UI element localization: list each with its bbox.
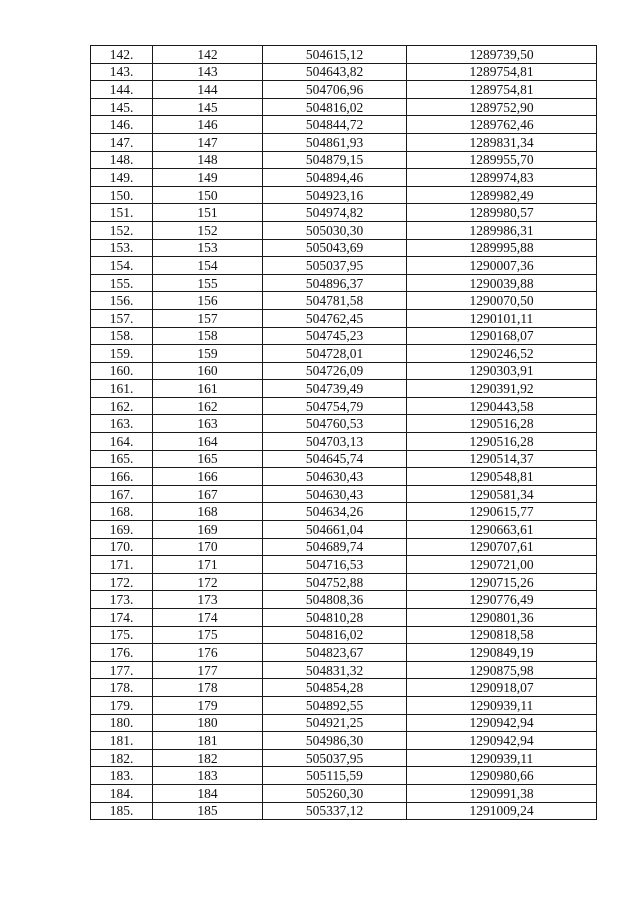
y-coordinate-cell: 1290615,77 bbox=[407, 503, 597, 521]
table-row bbox=[91, 538, 597, 556]
point-number-cell: 164 bbox=[153, 433, 263, 451]
row-index-cell: 151. bbox=[91, 204, 153, 222]
point-number-cell: 181 bbox=[153, 732, 263, 750]
table-row bbox=[91, 468, 597, 486]
point-number-cell: 179 bbox=[153, 696, 263, 714]
x-coordinate-cell: 504844,72 bbox=[263, 116, 407, 134]
table-row bbox=[91, 63, 597, 81]
row-index-cell: 176. bbox=[91, 644, 153, 662]
x-coordinate-cell: 504861,93 bbox=[263, 133, 407, 151]
x-coordinate-cell: 504879,15 bbox=[263, 151, 407, 169]
x-coordinate-cell: 504831,32 bbox=[263, 661, 407, 679]
y-coordinate-cell: 1290942,94 bbox=[407, 714, 597, 732]
table-row bbox=[91, 133, 597, 151]
y-coordinate-cell: 1290849,19 bbox=[407, 644, 597, 662]
table-row bbox=[91, 46, 597, 64]
point-number-cell: 150 bbox=[153, 186, 263, 204]
y-coordinate-cell: 1290514,37 bbox=[407, 450, 597, 468]
point-number-cell: 154 bbox=[153, 257, 263, 275]
y-coordinate-cell: 1290942,94 bbox=[407, 732, 597, 750]
point-number-cell: 172 bbox=[153, 573, 263, 591]
x-coordinate-cell: 504762,45 bbox=[263, 309, 407, 327]
row-index-cell: 167. bbox=[91, 485, 153, 503]
table-row bbox=[91, 169, 597, 187]
point-number-cell: 149 bbox=[153, 169, 263, 187]
y-coordinate-cell: 1289754,81 bbox=[407, 81, 597, 99]
x-coordinate-cell: 505260,30 bbox=[263, 784, 407, 802]
point-number-cell: 166 bbox=[153, 468, 263, 486]
table-row bbox=[91, 186, 597, 204]
table-row bbox=[91, 151, 597, 169]
row-index-cell: 168. bbox=[91, 503, 153, 521]
table-row bbox=[91, 784, 597, 802]
point-number-cell: 147 bbox=[153, 133, 263, 151]
x-coordinate-cell: 504645,74 bbox=[263, 450, 407, 468]
table-row bbox=[91, 521, 597, 539]
x-coordinate-cell: 504739,49 bbox=[263, 380, 407, 398]
x-coordinate-cell: 505037,95 bbox=[263, 257, 407, 275]
row-index-cell: 142. bbox=[91, 46, 153, 64]
x-coordinate-cell: 505030,30 bbox=[263, 221, 407, 239]
row-index-cell: 184. bbox=[91, 784, 153, 802]
y-coordinate-cell: 1290168,07 bbox=[407, 327, 597, 345]
point-number-cell: 146 bbox=[153, 116, 263, 134]
point-number-cell: 184 bbox=[153, 784, 263, 802]
table-row bbox=[91, 503, 597, 521]
x-coordinate-cell: 504745,23 bbox=[263, 327, 407, 345]
y-coordinate-cell: 1290548,81 bbox=[407, 468, 597, 486]
table-row bbox=[91, 397, 597, 415]
y-coordinate-cell: 1290980,66 bbox=[407, 767, 597, 785]
point-number-cell: 143 bbox=[153, 63, 263, 81]
table-row bbox=[91, 450, 597, 468]
table-row bbox=[91, 749, 597, 767]
point-number-cell: 144 bbox=[153, 81, 263, 99]
point-number-cell: 182 bbox=[153, 749, 263, 767]
point-number-cell: 162 bbox=[153, 397, 263, 415]
x-coordinate-cell: 504703,13 bbox=[263, 433, 407, 451]
y-coordinate-cell: 1290101,11 bbox=[407, 309, 597, 327]
x-coordinate-cell: 505115,59 bbox=[263, 767, 407, 785]
x-coordinate-cell: 504634,26 bbox=[263, 503, 407, 521]
x-coordinate-cell: 505337,12 bbox=[263, 802, 407, 820]
coordinates-table bbox=[90, 45, 597, 820]
x-coordinate-cell: 504816,02 bbox=[263, 626, 407, 644]
x-coordinate-cell: 505037,95 bbox=[263, 749, 407, 767]
table-row bbox=[91, 327, 597, 345]
x-coordinate-cell: 504706,96 bbox=[263, 81, 407, 99]
y-coordinate-cell: 1290516,28 bbox=[407, 433, 597, 451]
row-index-cell: 178. bbox=[91, 679, 153, 697]
x-coordinate-cell: 504760,53 bbox=[263, 415, 407, 433]
y-coordinate-cell: 1290039,88 bbox=[407, 274, 597, 292]
row-index-cell: 180. bbox=[91, 714, 153, 732]
y-coordinate-cell: 1289995,88 bbox=[407, 239, 597, 257]
point-number-cell: 161 bbox=[153, 380, 263, 398]
y-coordinate-cell: 1289831,34 bbox=[407, 133, 597, 151]
y-coordinate-cell: 1289980,57 bbox=[407, 204, 597, 222]
y-coordinate-cell: 1289754,81 bbox=[407, 63, 597, 81]
point-number-cell: 158 bbox=[153, 327, 263, 345]
table-row bbox=[91, 732, 597, 750]
table-row bbox=[91, 415, 597, 433]
x-coordinate-cell: 504974,82 bbox=[263, 204, 407, 222]
y-coordinate-cell: 1289752,90 bbox=[407, 98, 597, 116]
x-coordinate-cell: 505043,69 bbox=[263, 239, 407, 257]
y-coordinate-cell: 1289974,83 bbox=[407, 169, 597, 187]
point-number-cell: 167 bbox=[153, 485, 263, 503]
row-index-cell: 161. bbox=[91, 380, 153, 398]
table-row bbox=[91, 573, 597, 591]
y-coordinate-cell: 1290721,00 bbox=[407, 556, 597, 574]
point-number-cell: 175 bbox=[153, 626, 263, 644]
row-index-cell: 166. bbox=[91, 468, 153, 486]
point-number-cell: 156 bbox=[153, 292, 263, 310]
row-index-cell: 150. bbox=[91, 186, 153, 204]
table-row bbox=[91, 116, 597, 134]
row-index-cell: 182. bbox=[91, 749, 153, 767]
row-index-cell: 159. bbox=[91, 345, 153, 363]
point-number-cell: 177 bbox=[153, 661, 263, 679]
point-number-cell: 169 bbox=[153, 521, 263, 539]
x-coordinate-cell: 504823,67 bbox=[263, 644, 407, 662]
table-row bbox=[91, 802, 597, 820]
row-index-cell: 154. bbox=[91, 257, 153, 275]
table-row bbox=[91, 345, 597, 363]
y-coordinate-cell: 1290991,38 bbox=[407, 784, 597, 802]
y-coordinate-cell: 1290707,61 bbox=[407, 538, 597, 556]
row-index-cell: 158. bbox=[91, 327, 153, 345]
table-row bbox=[91, 221, 597, 239]
point-number-cell: 142 bbox=[153, 46, 263, 64]
y-coordinate-cell: 1290516,28 bbox=[407, 415, 597, 433]
row-index-cell: 172. bbox=[91, 573, 153, 591]
row-index-cell: 164. bbox=[91, 433, 153, 451]
point-number-cell: 183 bbox=[153, 767, 263, 785]
row-index-cell: 185. bbox=[91, 802, 153, 820]
table-row bbox=[91, 626, 597, 644]
row-index-cell: 145. bbox=[91, 98, 153, 116]
point-number-cell: 153 bbox=[153, 239, 263, 257]
row-index-cell: 144. bbox=[91, 81, 153, 99]
y-coordinate-cell: 1290939,11 bbox=[407, 749, 597, 767]
x-coordinate-cell: 504810,28 bbox=[263, 609, 407, 627]
table-row bbox=[91, 204, 597, 222]
point-number-cell: 157 bbox=[153, 309, 263, 327]
y-coordinate-cell: 1290875,98 bbox=[407, 661, 597, 679]
y-coordinate-cell: 1290715,26 bbox=[407, 573, 597, 591]
row-index-cell: 147. bbox=[91, 133, 153, 151]
table-row bbox=[91, 257, 597, 275]
point-number-cell: 176 bbox=[153, 644, 263, 662]
row-index-cell: 175. bbox=[91, 626, 153, 644]
row-index-cell: 177. bbox=[91, 661, 153, 679]
x-coordinate-cell: 504894,46 bbox=[263, 169, 407, 187]
table-row bbox=[91, 609, 597, 627]
point-number-cell: 165 bbox=[153, 450, 263, 468]
y-coordinate-cell: 1290818,58 bbox=[407, 626, 597, 644]
point-number-cell: 160 bbox=[153, 362, 263, 380]
table-row bbox=[91, 362, 597, 380]
table-row bbox=[91, 98, 597, 116]
point-number-cell: 155 bbox=[153, 274, 263, 292]
row-index-cell: 160. bbox=[91, 362, 153, 380]
y-coordinate-cell: 1290939,11 bbox=[407, 696, 597, 714]
table-row bbox=[91, 81, 597, 99]
x-coordinate-cell: 504892,55 bbox=[263, 696, 407, 714]
y-coordinate-cell: 1289986,31 bbox=[407, 221, 597, 239]
point-number-cell: 174 bbox=[153, 609, 263, 627]
row-index-cell: 163. bbox=[91, 415, 153, 433]
x-coordinate-cell: 504808,36 bbox=[263, 591, 407, 609]
table-row bbox=[91, 380, 597, 398]
y-coordinate-cell: 1290070,50 bbox=[407, 292, 597, 310]
y-coordinate-cell: 1290007,36 bbox=[407, 257, 597, 275]
row-index-cell: 155. bbox=[91, 274, 153, 292]
y-coordinate-cell: 1289739,50 bbox=[407, 46, 597, 64]
point-number-cell: 171 bbox=[153, 556, 263, 574]
point-number-cell: 152 bbox=[153, 221, 263, 239]
row-index-cell: 174. bbox=[91, 609, 153, 627]
table-row bbox=[91, 309, 597, 327]
point-number-cell: 178 bbox=[153, 679, 263, 697]
coordinates-table-body bbox=[91, 46, 597, 820]
x-coordinate-cell: 504630,43 bbox=[263, 468, 407, 486]
row-index-cell: 148. bbox=[91, 151, 153, 169]
row-index-cell: 149. bbox=[91, 169, 153, 187]
y-coordinate-cell: 1290581,34 bbox=[407, 485, 597, 503]
x-coordinate-cell: 504754,79 bbox=[263, 397, 407, 415]
row-index-cell: 179. bbox=[91, 696, 153, 714]
y-coordinate-cell: 1289982,49 bbox=[407, 186, 597, 204]
row-index-cell: 165. bbox=[91, 450, 153, 468]
table-row bbox=[91, 433, 597, 451]
row-index-cell: 152. bbox=[91, 221, 153, 239]
x-coordinate-cell: 504661,04 bbox=[263, 521, 407, 539]
table-row bbox=[91, 274, 597, 292]
x-coordinate-cell: 504781,58 bbox=[263, 292, 407, 310]
row-index-cell: 146. bbox=[91, 116, 153, 134]
row-index-cell: 169. bbox=[91, 521, 153, 539]
y-coordinate-cell: 1290801,36 bbox=[407, 609, 597, 627]
point-number-cell: 185 bbox=[153, 802, 263, 820]
row-index-cell: 156. bbox=[91, 292, 153, 310]
table-row bbox=[91, 239, 597, 257]
row-index-cell: 143. bbox=[91, 63, 153, 81]
x-coordinate-cell: 504630,43 bbox=[263, 485, 407, 503]
x-coordinate-cell: 504752,88 bbox=[263, 573, 407, 591]
y-coordinate-cell: 1290776,49 bbox=[407, 591, 597, 609]
y-coordinate-cell: 1290391,92 bbox=[407, 380, 597, 398]
x-coordinate-cell: 504716,53 bbox=[263, 556, 407, 574]
row-index-cell: 171. bbox=[91, 556, 153, 574]
row-index-cell: 181. bbox=[91, 732, 153, 750]
table-row bbox=[91, 485, 597, 503]
y-coordinate-cell: 1290303,91 bbox=[407, 362, 597, 380]
point-number-cell: 148 bbox=[153, 151, 263, 169]
y-coordinate-cell: 1289762,46 bbox=[407, 116, 597, 134]
point-number-cell: 173 bbox=[153, 591, 263, 609]
table-row bbox=[91, 661, 597, 679]
row-index-cell: 170. bbox=[91, 538, 153, 556]
table-row bbox=[91, 644, 597, 662]
x-coordinate-cell: 504643,82 bbox=[263, 63, 407, 81]
y-coordinate-cell: 1291009,24 bbox=[407, 802, 597, 820]
x-coordinate-cell: 504728,01 bbox=[263, 345, 407, 363]
row-index-cell: 173. bbox=[91, 591, 153, 609]
table-row bbox=[91, 556, 597, 574]
row-index-cell: 157. bbox=[91, 309, 153, 327]
y-coordinate-cell: 1290443,58 bbox=[407, 397, 597, 415]
x-coordinate-cell: 504854,28 bbox=[263, 679, 407, 697]
x-coordinate-cell: 504986,30 bbox=[263, 732, 407, 750]
x-coordinate-cell: 504816,02 bbox=[263, 98, 407, 116]
table-row bbox=[91, 679, 597, 697]
y-coordinate-cell: 1290663,61 bbox=[407, 521, 597, 539]
point-number-cell: 145 bbox=[153, 98, 263, 116]
row-index-cell: 153. bbox=[91, 239, 153, 257]
table-row bbox=[91, 714, 597, 732]
table-row bbox=[91, 767, 597, 785]
table-row bbox=[91, 696, 597, 714]
y-coordinate-cell: 1289955,70 bbox=[407, 151, 597, 169]
x-coordinate-cell: 504921,25 bbox=[263, 714, 407, 732]
point-number-cell: 159 bbox=[153, 345, 263, 363]
x-coordinate-cell: 504726,09 bbox=[263, 362, 407, 380]
y-coordinate-cell: 1290918,07 bbox=[407, 679, 597, 697]
x-coordinate-cell: 504923,16 bbox=[263, 186, 407, 204]
row-index-cell: 162. bbox=[91, 397, 153, 415]
point-number-cell: 163 bbox=[153, 415, 263, 433]
point-number-cell: 168 bbox=[153, 503, 263, 521]
x-coordinate-cell: 504896,37 bbox=[263, 274, 407, 292]
point-number-cell: 180 bbox=[153, 714, 263, 732]
point-number-cell: 151 bbox=[153, 204, 263, 222]
y-coordinate-cell: 1290246,52 bbox=[407, 345, 597, 363]
point-number-cell: 170 bbox=[153, 538, 263, 556]
table-row bbox=[91, 591, 597, 609]
table-row bbox=[91, 292, 597, 310]
row-index-cell: 183. bbox=[91, 767, 153, 785]
x-coordinate-cell: 504689,74 bbox=[263, 538, 407, 556]
x-coordinate-cell: 504615,12 bbox=[263, 46, 407, 64]
